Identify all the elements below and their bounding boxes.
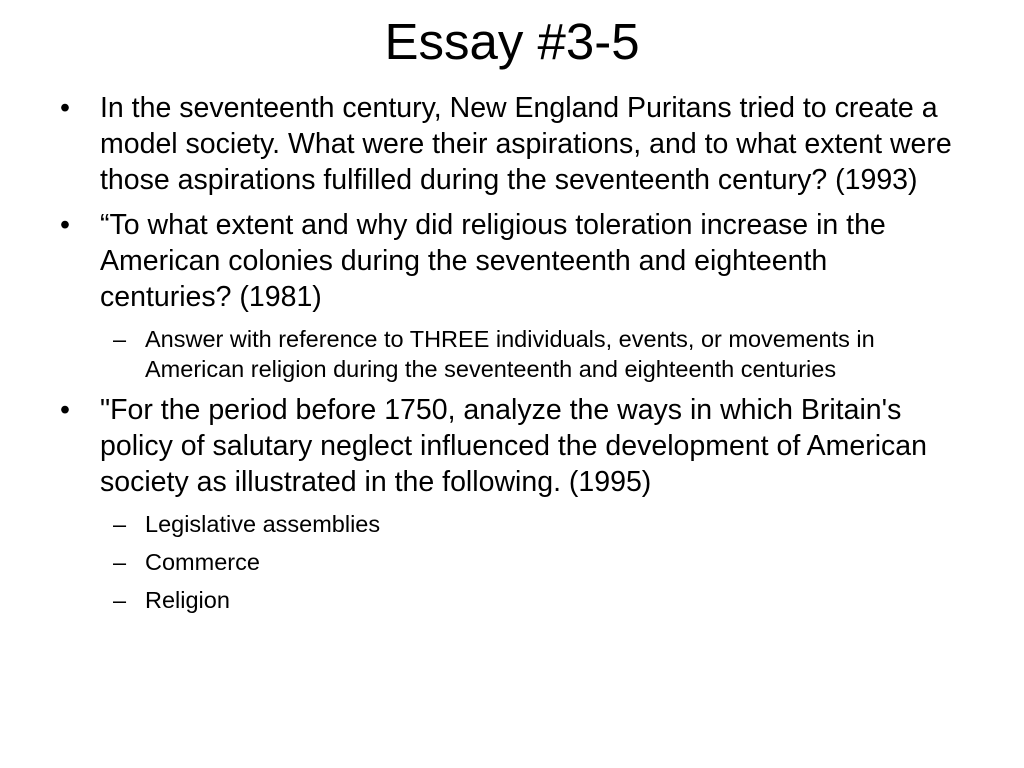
bullet-text: In the seventeenth century, New England Puritans tried to create a model society. What were their aspirations, and to what extent were those aspirations fulfilled during the seventeenth century? (1993) <box>100 92 952 196</box>
bullet-item-3 <box>0 392 960 500</box>
sub-bullet-marker: – <box>113 549 127 575</box>
sub-item-2-1 <box>0 324 965 384</box>
bullet-marker: • <box>60 209 70 241</box>
sub-bullet-text: Commerce <box>145 549 260 575</box>
sub-bullet-text: Answer with reference to THREE individuals, events, or movements in American religion during the seventeenth and eighteenth centuries <box>145 326 875 382</box>
bullet-item-2 <box>0 207 960 315</box>
slide-title: Essay #3-5 <box>384 13 640 70</box>
slide-content <box>0 90 1024 623</box>
sub-item-3-3 <box>0 585 965 615</box>
bullet-text: “To what extent and why did religious toleration increase in the American colonies during the seventeenth and eighteenth centuries? (1981) <box>100 209 886 313</box>
sub-item-3-2 <box>0 547 965 577</box>
bullet-marker: • <box>60 92 70 124</box>
sub-bullet-marker: – <box>113 587 127 613</box>
sub-bullet-marker: – <box>113 511 127 537</box>
bullet-marker: • <box>60 394 70 426</box>
sub-bullet-text: Legislative assemblies <box>145 511 381 537</box>
bullet-text: "For the period before 1750, analyze the ways in which Britain's policy of salutary neglect influenced the development of American society as illustrated in the following. (1995) <box>100 394 927 498</box>
sub-item-3-1 <box>0 509 965 539</box>
sub-bullet-marker: – <box>113 326 127 352</box>
bullet-item-1 <box>0 90 960 198</box>
sub-bullet-text: Religion <box>145 587 230 613</box>
